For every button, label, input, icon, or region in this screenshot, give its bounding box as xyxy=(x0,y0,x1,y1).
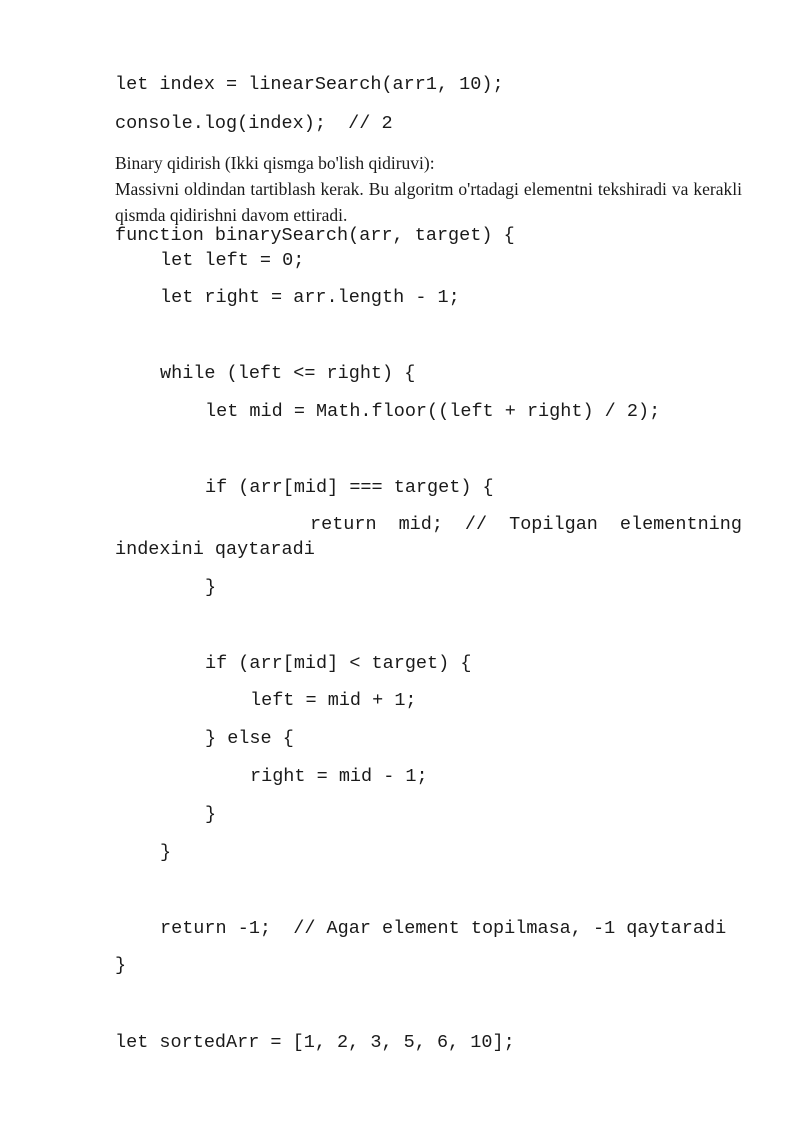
code-line-if-equal: if (arr[mid] === target) { xyxy=(205,477,494,498)
code-line-return-mid: return mid; // Topilgan elementning xyxy=(310,514,742,535)
code-line-right-update: right = mid - 1; xyxy=(250,766,428,787)
code-line-right-init: let right = arr.length - 1; xyxy=(160,287,460,308)
code-line-close-if: } xyxy=(205,577,217,598)
code-line-left-init: let left = 0; xyxy=(160,250,305,271)
code-line-left-update: left = mid + 1; xyxy=(250,690,417,711)
code-line-function-declaration: function binarySearch(arr, target) { xyxy=(115,225,515,246)
section-description: Massivni oldindan tartiblash kerak. Bu algoritm o'rtadagi elementni tekshiradi va kerakli qismda qidirishni davom ettiradi. xyxy=(115,179,742,225)
code-line-close-while: } xyxy=(160,842,172,863)
code-line-close-else: } xyxy=(205,804,217,825)
code-line-if-less: if (arr[mid] < target) { xyxy=(205,653,472,674)
code-line-return-mid-comment-cont: indexini qaytaradi xyxy=(115,539,315,560)
code-line-return-not-found: return -1; // Agar element topilmasa, -1 qaytaradi xyxy=(160,918,727,939)
code-line-while: while (left <= right) { xyxy=(160,363,416,384)
code-line-linear-search-call: let index = linearSearch(arr1, 10); xyxy=(115,74,504,95)
code-line-close-function: } xyxy=(115,955,127,976)
code-line-else: } else { xyxy=(205,728,294,749)
code-line-console-log: console.log(index); // 2 xyxy=(115,113,393,134)
section-heading: Binary qidirish (Ikki qismga bo'lish qidiruvi): xyxy=(115,153,435,173)
code-line-mid: let mid = Math.floor((left + right) / 2); xyxy=(205,401,661,422)
code-line-sorted-array: let sortedArr = [1, 2, 3, 5, 6, 10]; xyxy=(115,1032,515,1053)
